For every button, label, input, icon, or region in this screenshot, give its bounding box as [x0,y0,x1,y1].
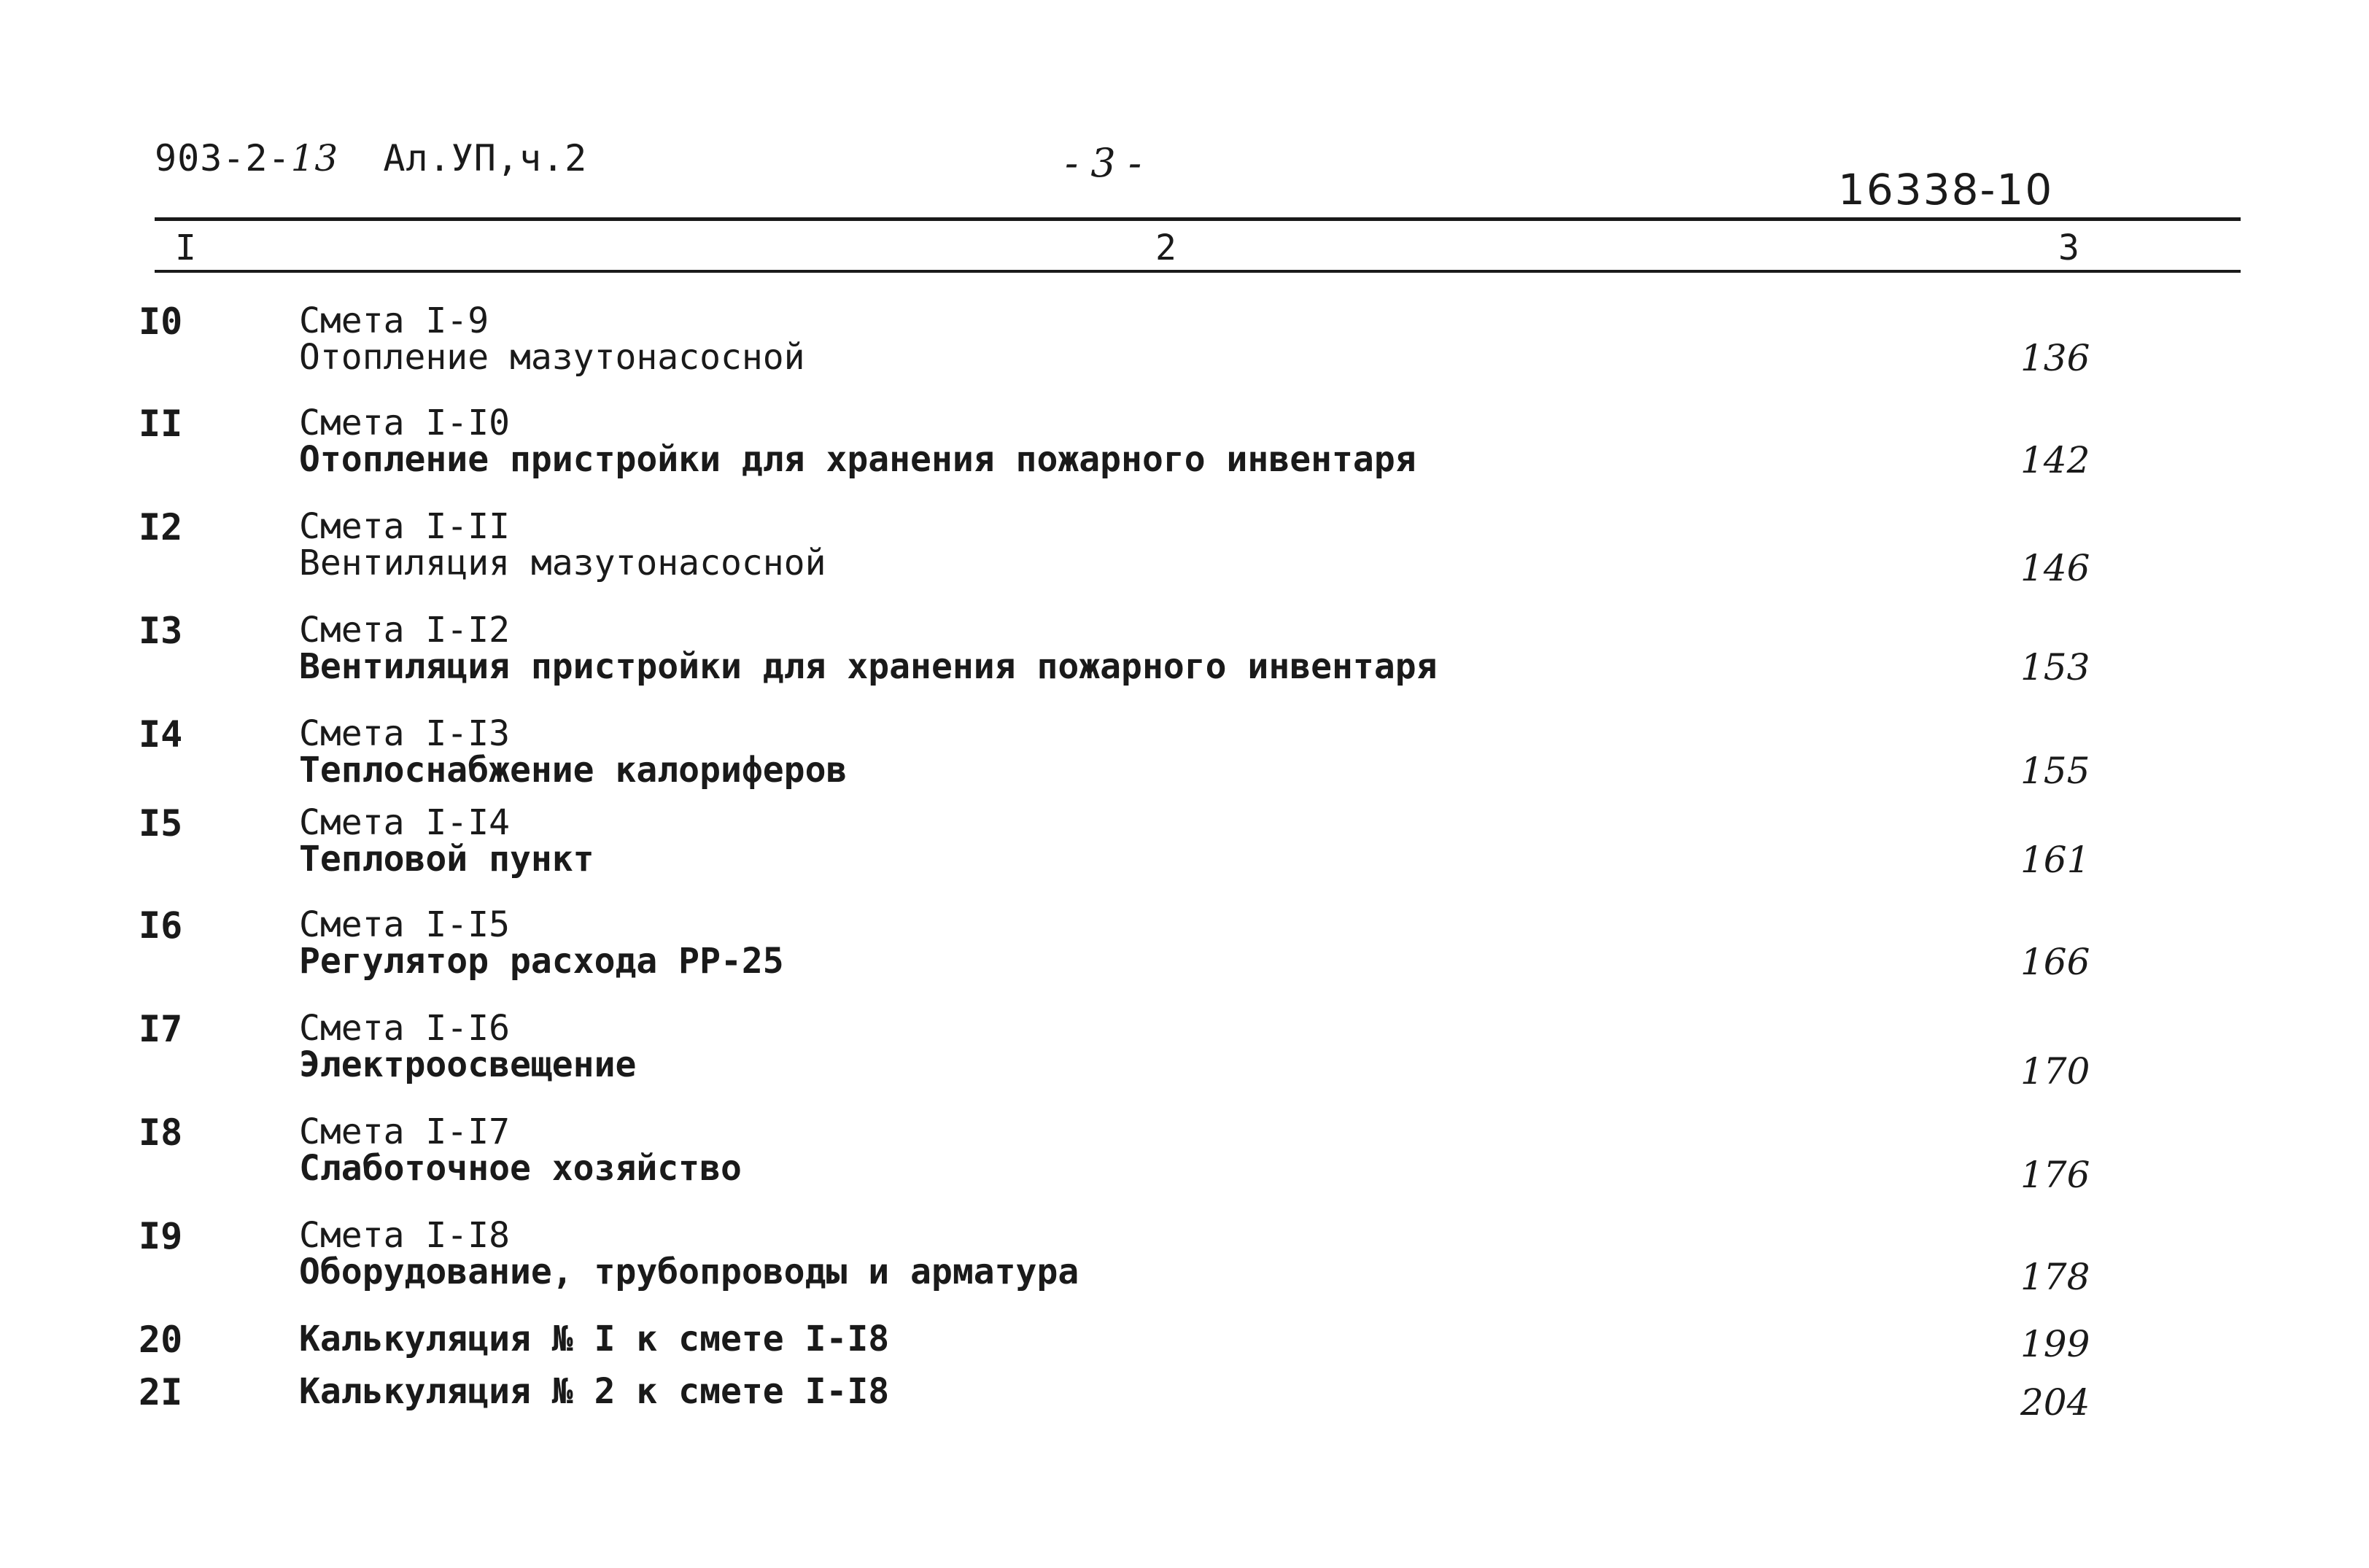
entry-description: Отопление пристройки для хранения пожарного инвентаря [299,439,1416,480]
header-top-rule [155,217,2241,221]
doc-suffix: Ал.УП,ч.2 [383,137,588,179]
entry-number: I2 [139,506,183,548]
column-header-3: 3 [2058,228,2079,268]
entry-page: 153 [2020,646,2090,688]
entry-description: Калькуляция № 2 к смете I-I8 [299,1371,890,1412]
entry-description: Оборудование, трубопроводы и арматура [299,1251,1079,1292]
entry-page: 176 [2020,1154,2090,1196]
entry-description: Вентиляция мазутонасосной [299,543,826,583]
page-marker: - 3 - [1065,140,1142,186]
entry-number: I9 [139,1215,183,1257]
entry-page: 170 [2020,1050,2090,1092]
entry-page: 155 [2020,750,2090,792]
entry-page: 166 [2020,941,2090,983]
entry-description: Теплоснабжение калориферов [299,750,848,791]
entry-title: Смета I-II [299,506,510,547]
entry-number: I4 [139,713,183,756]
entry-page: 178 [2020,1256,2090,1298]
column-header-2: 2 [1155,228,1176,268]
entry-number: I0 [139,300,183,343]
list-item [139,1215,2108,1303]
list-item [139,713,2108,801]
entry-title: Смета I-9 [299,300,489,341]
entry-number: I6 [139,904,183,947]
entry-number: I5 [139,802,183,845]
entry-title: Смета I-I8 [299,1215,510,1256]
doc-code-handwritten: 13 [290,137,339,179]
header-bottom-rule [155,270,2241,273]
list-item [139,904,2108,992]
entry-page: 199 [2020,1323,2090,1365]
entry-description: Регулятор расхода РР-25 [299,941,784,982]
entry-description: Отопление мазутонасосной [299,337,805,378]
entry-title: Смета I-I7 [299,1111,510,1152]
entry-page: 204 [2020,1381,2090,1424]
list-item [139,802,2108,890]
list-item [139,610,2108,697]
list-item [139,506,2108,594]
entry-description: Электроосвещение [299,1044,637,1085]
entry-page: 146 [2020,547,2090,589]
entry-number: 20 [139,1319,183,1361]
entry-page: 136 [2020,337,2090,379]
archive-number: 16338-10 [1838,165,2054,214]
document-code [155,137,587,179]
column-header-1: I [175,228,196,268]
entry-title: Смета I-I5 [299,904,510,945]
entry-title: Смета I-I4 [299,802,510,843]
entry-title: Смета I-I2 [299,610,510,651]
entry-title: Смета I-I0 [299,403,510,443]
entry-description: Тепловой пункт [299,839,594,880]
entry-number: II [139,403,183,445]
entry-title: Смета I-I6 [299,1008,510,1049]
entry-number: 2I [139,1371,183,1413]
entry-description: Слаботочное хозяйство [299,1148,742,1189]
entry-number: I3 [139,610,183,652]
entry-number: I8 [139,1111,183,1154]
entry-page: 142 [2020,439,2090,481]
entry-description: Вентиляция пристройки для хранения пожарного инвентаря [299,646,1438,687]
entry-description: Калькуляция № I к смете I-I8 [299,1319,890,1359]
list-item [139,1371,2108,1459]
entry-number: I7 [139,1008,183,1050]
list-item [139,300,2108,388]
list-item [139,1111,2108,1199]
doc-code-typed: 903-2- [155,137,291,179]
list-item [139,403,2108,490]
list-item [139,1008,2108,1095]
entry-title: Смета I-I3 [299,713,510,754]
entry-page: 161 [2020,839,2090,881]
